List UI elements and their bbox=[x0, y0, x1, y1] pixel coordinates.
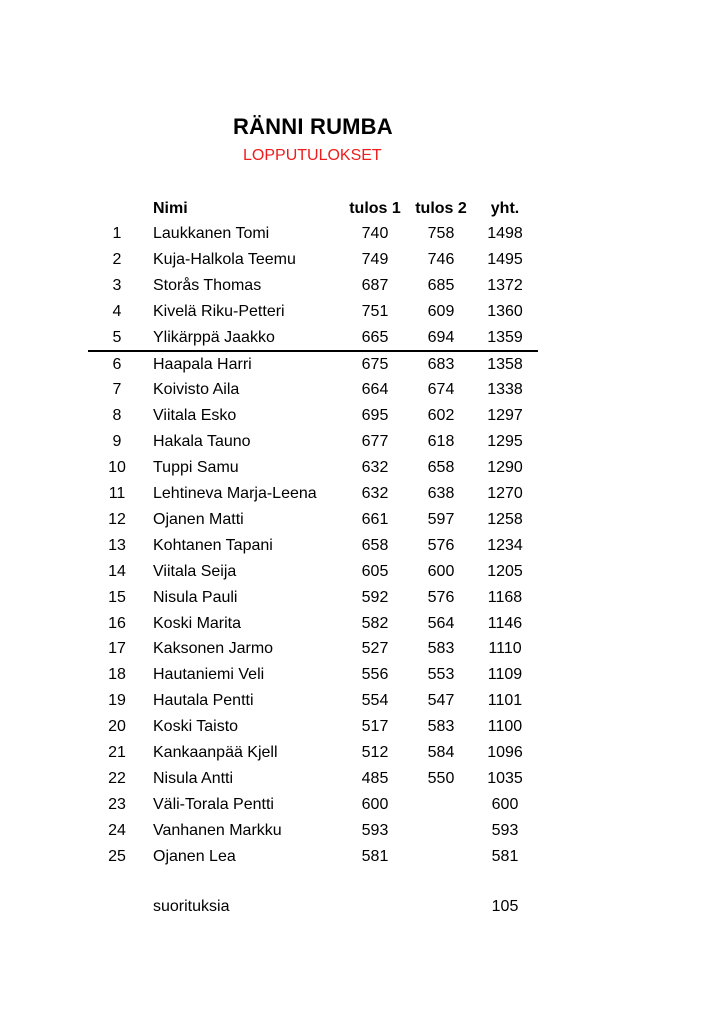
rank-cell: 1 bbox=[112, 225, 122, 242]
table-row bbox=[0, 589, 724, 615]
name-cell: Laukkanen Tomi bbox=[153, 225, 270, 242]
table-row bbox=[0, 537, 724, 563]
rank-cell: 23 bbox=[108, 795, 126, 813]
table-row bbox=[0, 459, 724, 485]
total-cell: 1234 bbox=[487, 536, 523, 554]
total-cell: 1498 bbox=[487, 225, 523, 242]
table-row bbox=[0, 615, 724, 641]
tulos1-cell: 605 bbox=[361, 562, 389, 580]
total-cell: 1168 bbox=[487, 588, 523, 606]
rank-cell: 2 bbox=[112, 250, 122, 268]
rank-cell: 3 bbox=[112, 276, 122, 294]
footer-value: 105 bbox=[491, 898, 519, 915]
rank-cell: 10 bbox=[108, 459, 126, 477]
name-cell: Hautaniemi Veli bbox=[153, 666, 265, 684]
name-cell: Viitala Esko bbox=[153, 407, 237, 425]
name-cell: Nisula Antti bbox=[153, 769, 234, 787]
footer-label: suorituksia bbox=[153, 898, 230, 915]
tulos2-cell: 683 bbox=[427, 355, 455, 373]
rank-cell: 9 bbox=[112, 433, 122, 451]
total-cell: 1295 bbox=[487, 433, 523, 451]
tulos2-cell: 576 bbox=[427, 588, 455, 606]
title-text: RÄNNI RUMBA bbox=[233, 114, 393, 139]
name-cell: Koski Marita bbox=[153, 614, 242, 632]
total-cell: 1270 bbox=[487, 485, 523, 502]
table-row bbox=[0, 796, 724, 822]
total-cell: 581 bbox=[491, 847, 519, 865]
table-row bbox=[0, 770, 724, 796]
total-cell: 1290 bbox=[487, 459, 523, 477]
tulos2-cell: 583 bbox=[427, 718, 455, 736]
rank-cell: 18 bbox=[108, 666, 126, 684]
total-cell: 1360 bbox=[487, 302, 523, 320]
rank-cell: 17 bbox=[108, 640, 126, 658]
tulos1-cell: 600 bbox=[361, 795, 389, 813]
name-cell: Koivisto Aila bbox=[153, 381, 240, 399]
table-row bbox=[0, 640, 724, 666]
rank-cell: 21 bbox=[108, 744, 126, 761]
tulos2-cell: 674 bbox=[427, 381, 455, 399]
total-cell: 1096 bbox=[487, 744, 523, 761]
name-cell: Viitala Seija bbox=[153, 562, 237, 580]
header-tulos1: tulos 1 bbox=[349, 200, 401, 217]
total-cell: 1109 bbox=[487, 666, 523, 684]
tulos2-cell: 618 bbox=[427, 433, 455, 451]
tulos2-cell: 694 bbox=[427, 328, 455, 346]
tulos1-cell: 527 bbox=[361, 640, 389, 658]
tulos1-cell: 554 bbox=[361, 692, 389, 710]
tulos2-cell: 576 bbox=[427, 536, 455, 554]
tulos1-cell: 687 bbox=[361, 276, 389, 294]
tulos2-cell: 583 bbox=[427, 640, 455, 658]
table-row bbox=[0, 848, 724, 874]
tulos1-cell: 632 bbox=[361, 485, 389, 502]
rank-cell: 16 bbox=[108, 614, 126, 632]
table-row bbox=[0, 225, 724, 251]
total-cell: 1205 bbox=[487, 562, 523, 580]
rank-cell: 13 bbox=[108, 536, 126, 554]
tulos2-cell: 638 bbox=[427, 485, 455, 502]
total-cell: 1101 bbox=[487, 692, 523, 710]
table-row bbox=[0, 692, 724, 718]
rank-cell: 25 bbox=[108, 847, 126, 865]
table-row bbox=[0, 485, 724, 511]
tulos1-cell: 675 bbox=[361, 355, 389, 373]
name-cell: Ojanen Lea bbox=[153, 847, 236, 865]
tulos2-cell: 685 bbox=[427, 276, 455, 294]
table-header bbox=[0, 200, 724, 222]
tulos2-cell: 547 bbox=[427, 692, 455, 710]
tulos1-cell: 665 bbox=[361, 328, 389, 346]
rank-cell: 15 bbox=[108, 588, 126, 606]
rank-cell: 8 bbox=[112, 407, 122, 425]
name-cell: Kuja-Halkola Teemu bbox=[153, 250, 296, 268]
table-row bbox=[0, 563, 724, 589]
tulos2-cell: 564 bbox=[427, 614, 455, 632]
name-cell: Storås Thomas bbox=[153, 276, 262, 294]
table-row bbox=[0, 277, 724, 303]
tulos1-cell: 740 bbox=[361, 225, 389, 242]
rank-cell: 14 bbox=[108, 562, 126, 580]
table-row bbox=[0, 744, 724, 770]
name-cell: Kaksonen Jarmo bbox=[153, 640, 274, 658]
name-cell: Kohtanen Tapani bbox=[153, 536, 273, 554]
total-cell: 1146 bbox=[487, 614, 523, 632]
tulos1-cell: 556 bbox=[361, 666, 389, 684]
footer-row bbox=[0, 898, 724, 920]
total-cell: 1035 bbox=[487, 769, 523, 787]
tulos2-cell: 584 bbox=[427, 744, 455, 761]
rank-cell: 24 bbox=[108, 821, 126, 839]
rank-cell: 7 bbox=[112, 381, 122, 399]
tulos2-cell: 746 bbox=[427, 250, 455, 268]
name-cell: Tuppi Samu bbox=[153, 459, 239, 477]
total-cell: 593 bbox=[491, 821, 519, 839]
total-cell: 1359 bbox=[487, 328, 523, 346]
document-subtitle: LOPPUTULOKSET bbox=[243, 147, 382, 164]
table-row bbox=[0, 718, 724, 744]
table-row bbox=[0, 511, 724, 537]
tulos1-cell: 582 bbox=[361, 614, 389, 632]
name-cell: Lehtineva Marja-Leena bbox=[153, 485, 317, 502]
rank-cell: 6 bbox=[112, 355, 122, 373]
tulos1-cell: 677 bbox=[361, 433, 389, 451]
header-tulos2: tulos 2 bbox=[415, 200, 467, 217]
tulos2-cell: 658 bbox=[427, 459, 455, 477]
rank-cell: 22 bbox=[108, 769, 126, 787]
table-row bbox=[0, 666, 724, 692]
name-cell: Ylikärppä Jaakko bbox=[153, 328, 275, 346]
tulos1-cell: 485 bbox=[361, 769, 389, 787]
tulos1-cell: 592 bbox=[361, 588, 389, 606]
rank-cell: 12 bbox=[108, 510, 126, 528]
tulos2-cell: 553 bbox=[427, 666, 455, 684]
name-cell: Haapala Harri bbox=[153, 355, 252, 373]
tulos1-cell: 749 bbox=[361, 250, 389, 268]
tulos2-cell: 602 bbox=[427, 407, 455, 425]
name-cell: Väli-Torala Pentti bbox=[153, 795, 274, 813]
name-cell: Kivelä Riku-Petteri bbox=[153, 302, 285, 320]
tulos1-cell: 512 bbox=[361, 744, 389, 761]
tulos1-cell: 517 bbox=[361, 718, 389, 736]
tulos1-cell: 695 bbox=[361, 407, 389, 425]
table-row bbox=[0, 407, 724, 433]
tulos2-cell: 609 bbox=[427, 302, 455, 320]
table-row bbox=[0, 303, 724, 329]
name-cell: Hautala Pentti bbox=[153, 692, 254, 710]
tulos1-cell: 593 bbox=[361, 821, 389, 839]
tulos1-cell: 658 bbox=[361, 536, 389, 554]
rank-cell: 11 bbox=[108, 485, 126, 502]
table-row bbox=[0, 356, 724, 382]
tulos2-cell: 758 bbox=[427, 225, 455, 242]
total-cell: 1338 bbox=[487, 381, 523, 399]
header-name: Nimi bbox=[153, 200, 188, 217]
tulos2-cell: 550 bbox=[427, 769, 455, 787]
qualification-divider bbox=[88, 350, 538, 352]
name-cell: Vanhanen Markku bbox=[153, 821, 282, 839]
header-total: yht. bbox=[490, 200, 520, 217]
rank-cell: 20 bbox=[108, 718, 126, 736]
table-row bbox=[0, 822, 724, 848]
total-cell: 600 bbox=[491, 795, 519, 813]
tulos2-cell: 600 bbox=[427, 562, 455, 580]
tulos1-cell: 581 bbox=[361, 847, 389, 865]
total-cell: 1372 bbox=[487, 276, 523, 294]
rank-cell: 19 bbox=[108, 692, 126, 710]
total-cell: 1358 bbox=[487, 355, 523, 373]
rank-cell: 4 bbox=[112, 302, 122, 320]
name-cell: Nisula Pauli bbox=[153, 588, 238, 606]
rank-cell: 5 bbox=[112, 328, 122, 346]
total-cell: 1100 bbox=[487, 718, 523, 736]
table-row bbox=[0, 251, 724, 277]
tulos1-cell: 632 bbox=[361, 459, 389, 477]
tulos1-cell: 751 bbox=[361, 302, 389, 320]
tulos1-cell: 661 bbox=[361, 510, 389, 528]
name-cell: Ojanen Matti bbox=[153, 510, 244, 528]
name-cell: Hakala Tauno bbox=[153, 433, 251, 451]
table-row bbox=[0, 433, 724, 459]
tulos2-cell: 597 bbox=[427, 510, 455, 528]
name-cell: Kankaanpää Kjell bbox=[153, 744, 278, 761]
tulos1-cell: 664 bbox=[361, 381, 389, 399]
total-cell: 1495 bbox=[487, 250, 523, 268]
total-cell: 1297 bbox=[487, 407, 523, 425]
name-cell: Koski Taisto bbox=[153, 718, 239, 736]
total-cell: 1110 bbox=[488, 640, 522, 658]
table-row bbox=[0, 381, 724, 407]
total-cell: 1258 bbox=[487, 510, 523, 528]
